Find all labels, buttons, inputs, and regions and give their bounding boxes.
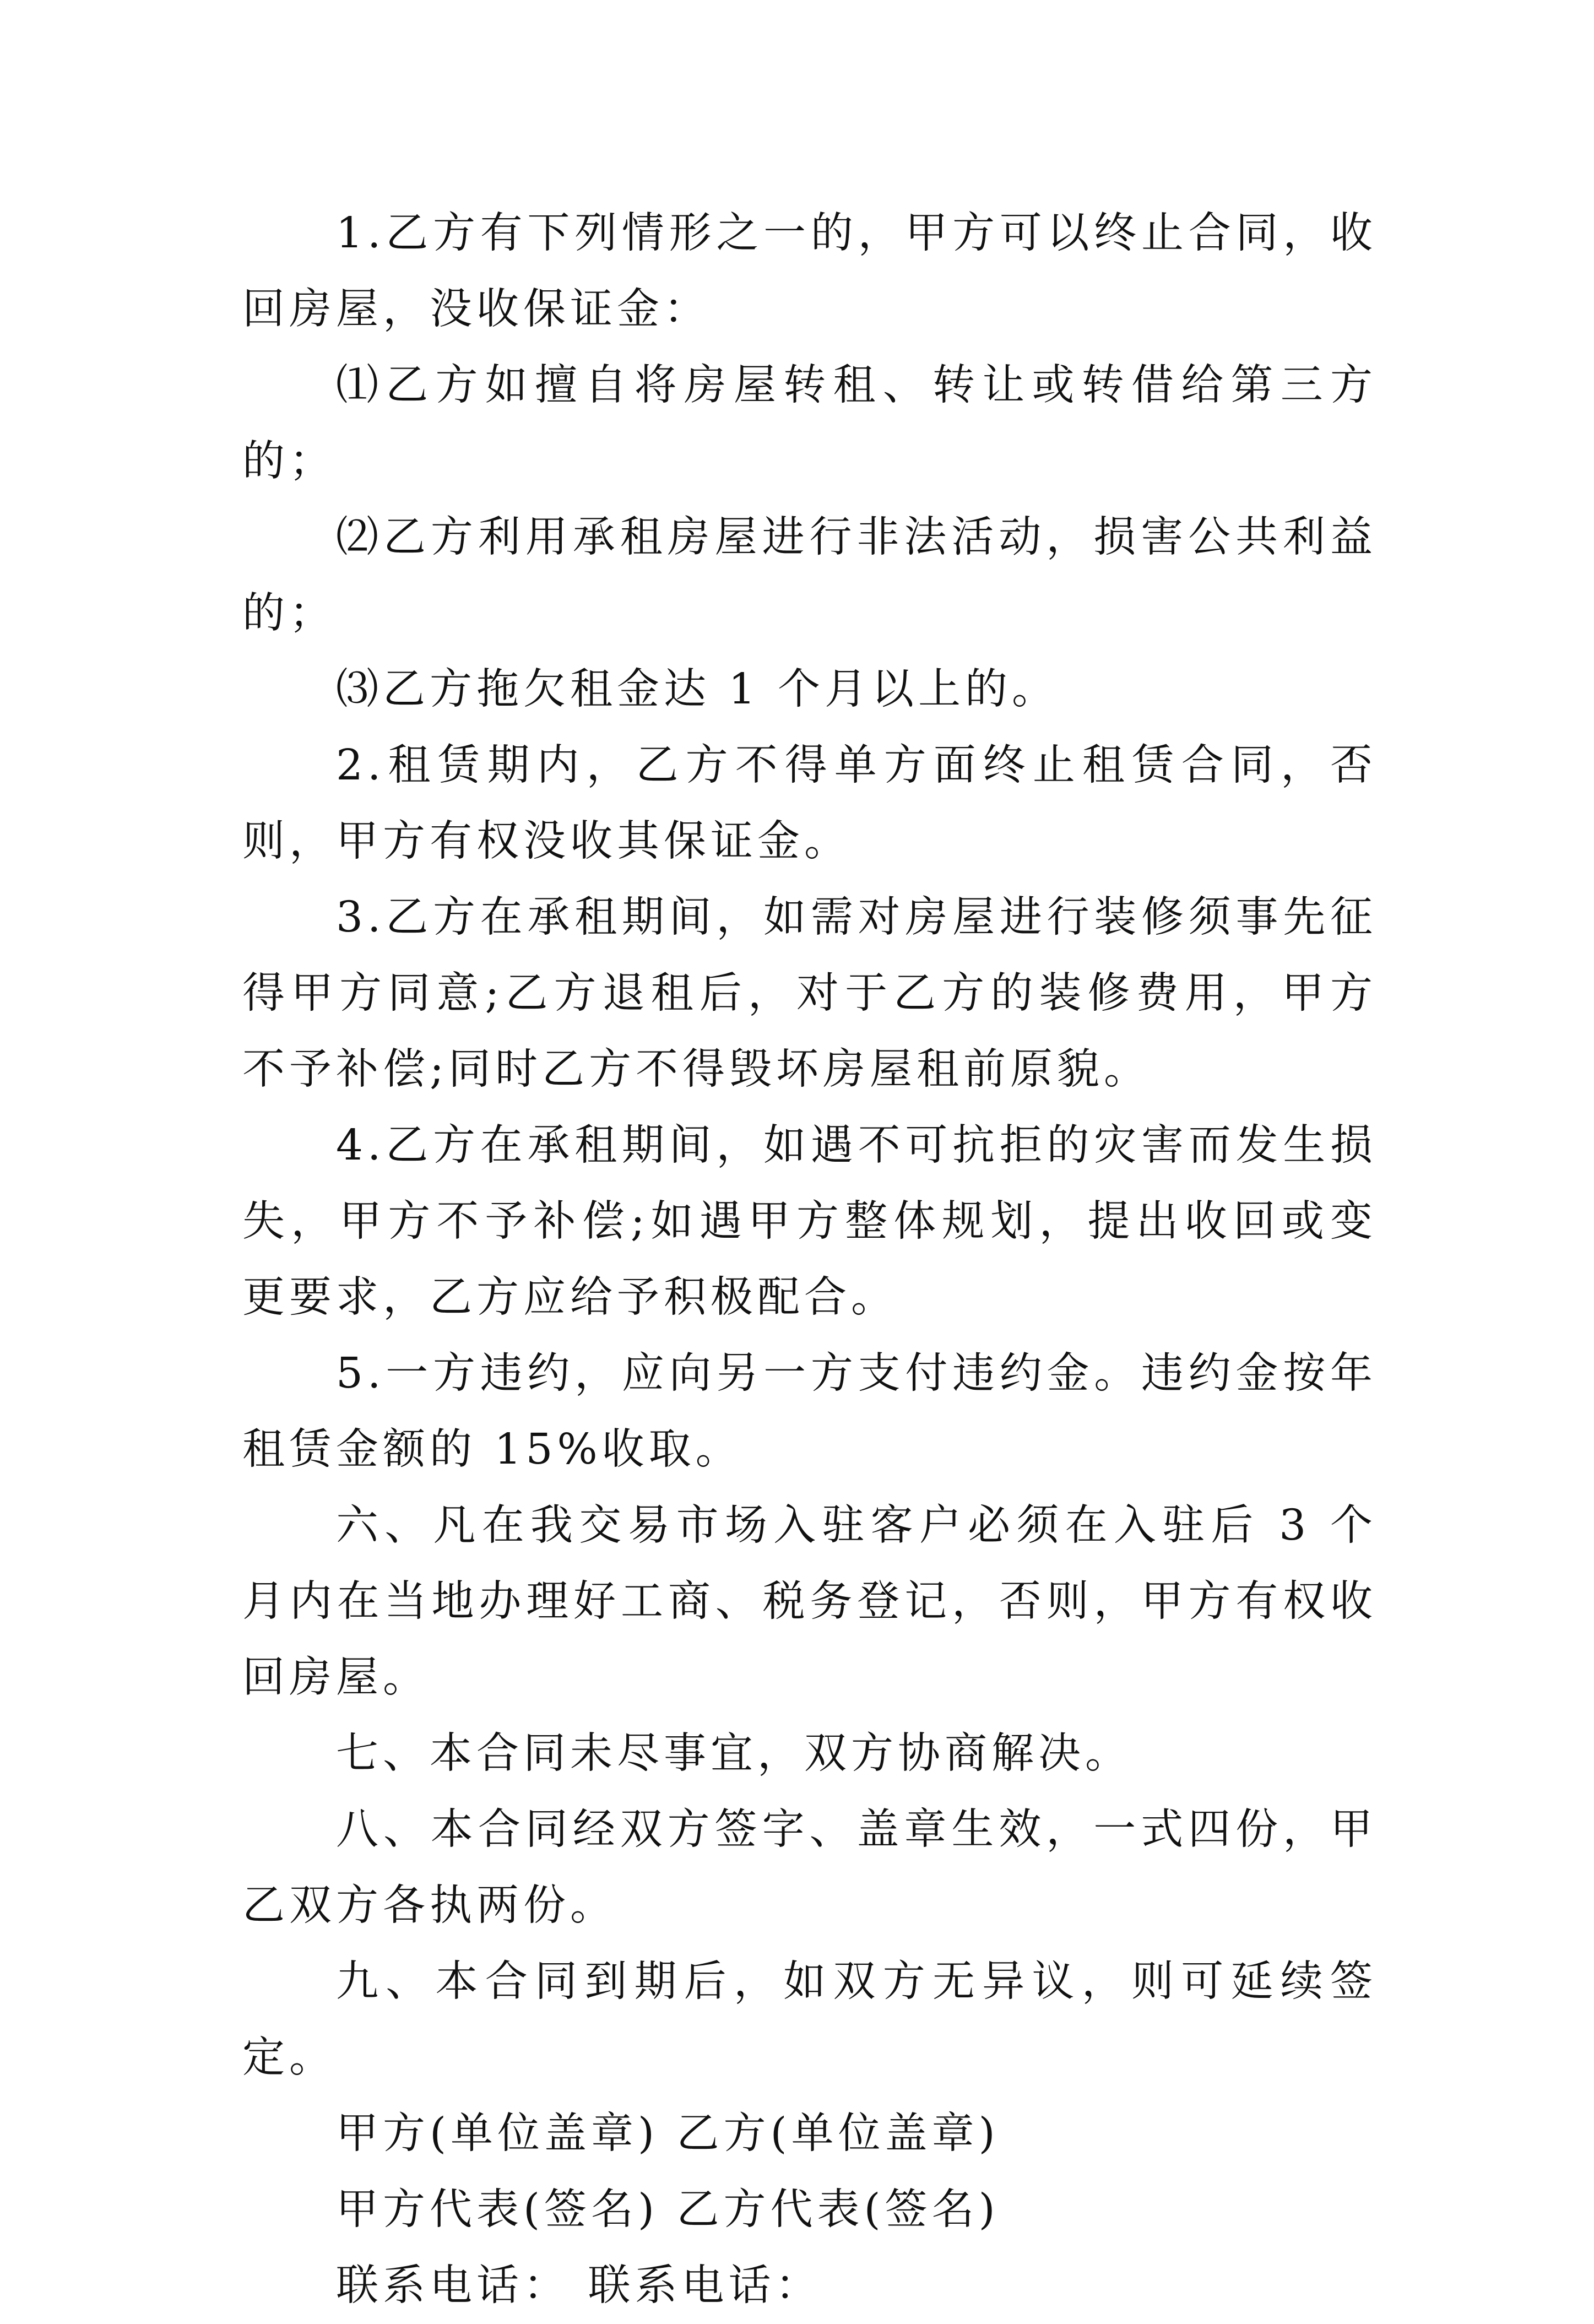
signature-representative-line: 甲方代表(签名) 乙方代表(签名) (336, 2185, 1000, 2234)
clause-1-item-1: ⑴乙方如擅自将房屋转租、转让或转借给第三方的； (242, 361, 1377, 486)
clause-1-termination: 1.乙方有下列情形之一的，甲方可以终止合同，收回房屋，没收保证金： (242, 209, 1377, 334)
article-6-registration: 六、凡在我交易市场入驻客户必须在入驻后 3 个月内在当地办理好工商、税务登记，否则，甲方有权收回房屋。 (242, 1501, 1377, 1702)
clause-1-item-2: ⑵乙方利用承租房屋进行非法活动，损害公共利益的； (242, 513, 1377, 638)
clause-3-renovation: 3.乙方在承租期间，如需对房屋进行装修须事先征得甲方同意;乙方退租后，对于乙方的装修费用，甲方不予补偿;同时乙方不得毁坏房屋租前原貌。 (242, 893, 1377, 1094)
clause-1-item-3: ⑶乙方拖欠租金达 1 个月以上的。 (336, 665, 1059, 714)
clause-2-no-unilateral-termination: 2.租赁期内，乙方不得单方面终止租赁合同，否则，甲方有权没收其保证金。 (242, 741, 1377, 866)
signature-seal-line: 甲方(单位盖章) 乙方(单位盖章) (336, 2109, 1000, 2158)
contact-phone-line: 联系电话： 联系电话： (336, 2261, 822, 2310)
article-7-unresolved-matters: 七、本合同未尽事宜，双方协商解决。 (336, 1729, 1132, 1778)
clause-5-penalty: 5.一方违约，应向另一方支付违约金。违约金按年租赁金额的 15%收取。 (242, 1349, 1377, 1474)
document-body (242, 196, 1377, 2324)
clause-4-force-majeure: 4.乙方在承租期间，如遇不可抗拒的灾害而发生损失，甲方不予补偿;如遇甲方整体规划，提出收回或变更要求，乙方应给予积极配合。 (242, 1121, 1377, 1322)
article-9-renewal: 九、本合同到期后，如双方无异议，则可延续签定。 (242, 1957, 1377, 2082)
article-8-effectiveness: 八、本合同经双方签字、盖章生效，一式四份，甲乙双方各执两份。 (242, 1805, 1377, 1930)
